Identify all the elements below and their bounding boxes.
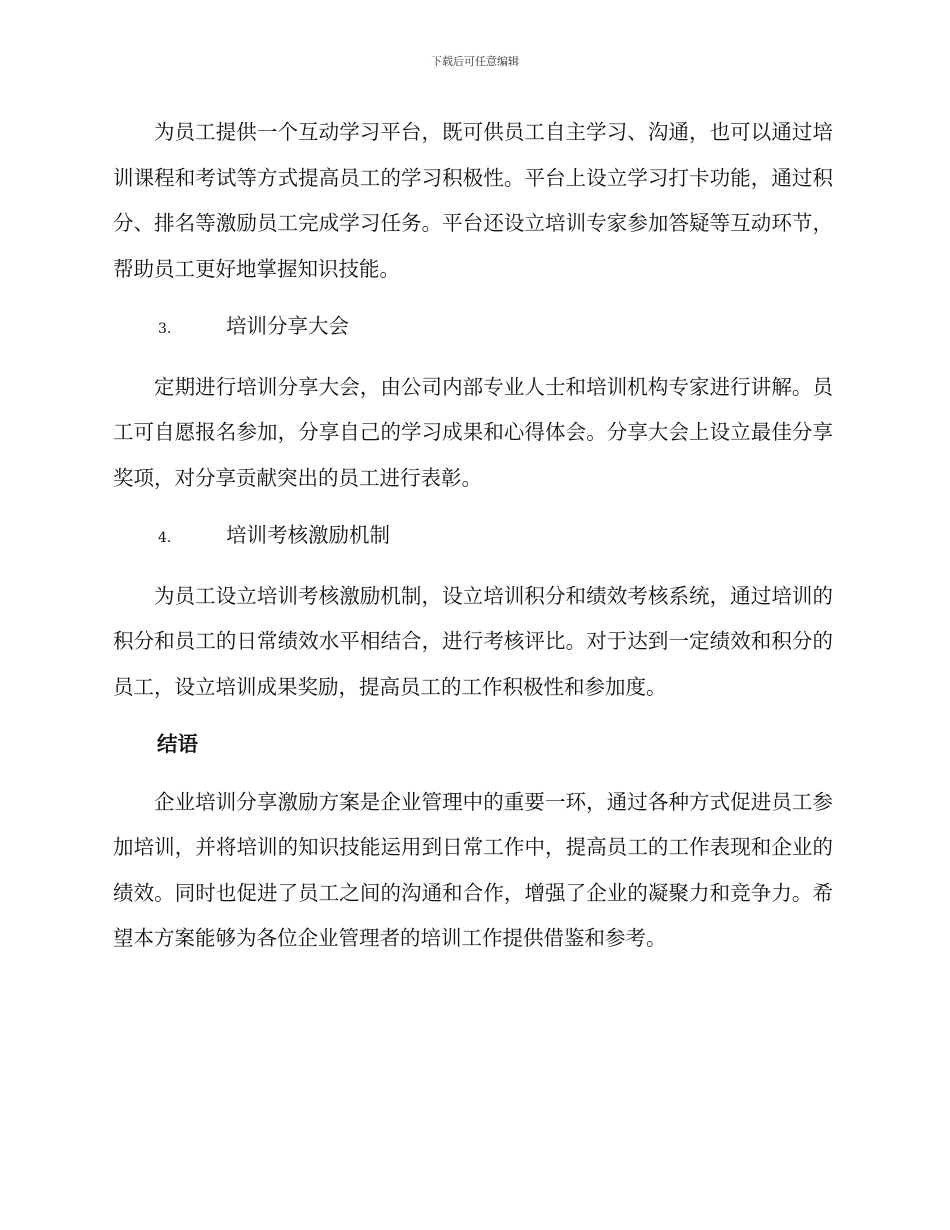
section-title: 培训考核激励机制 — [226, 523, 390, 547]
document-body — [113, 110, 833, 962]
section-heading-sharing-conference — [113, 304, 833, 353]
conclusion-heading: 结语 — [157, 732, 198, 756]
section-title: 培训分享大会 — [226, 314, 349, 338]
paragraph-assessment-incentive: 为员工设立培训考核激励机制，设立培训积分和绩效考核系统，通过培训的积分和员工的日常绩效水平相结合，进行考核评比。对于达到一定绩效和积分的员工，设立培训成果奖励，提高员工的工作积极性和参加度。 — [113, 583, 833, 699]
section-number: 4. — [158, 530, 172, 546]
section-number: 3. — [158, 321, 172, 337]
paragraph-sharing-conference: 定期进行培训分享大会，由公司内部专业人士和培训机构专家进行讲解。员工可自愿报名参加，分享自己的学习成果和心得体会。分享大会上设立最佳分享奖项，对分享贡献突出的员工进行表彰。 — [113, 374, 833, 490]
section-heading-assessment-incentive — [113, 513, 833, 562]
paragraph-learning-platform: 为员工提供一个互动学习平台，既可供员工自主学习、沟通，也可以通过培训课程和考试等方式提高员工的学习积极性。平台上设立学习打卡功能，通过积分、排名等激励员工完成学习任务。平台还设立培训专家参加答疑等互动环节，帮助员工更好地掌握知识技能。 — [113, 120, 833, 281]
paragraph-conclusion: 企业培训分享激励方案是企业管理中的重要一环，通过各种方式促进员工参加培训，并将培训的知识技能运用到日常工作中，提高员工的工作表现和企业的绩效。同时也促进了员工之间的沟通和合作，增强了企业的凝聚力和竞争力。希望本方案能够为各位企业管理者的培训工作提供借鉴和参考。 — [113, 789, 833, 950]
page-header: 下载后可任意编辑 — [431, 55, 519, 68]
